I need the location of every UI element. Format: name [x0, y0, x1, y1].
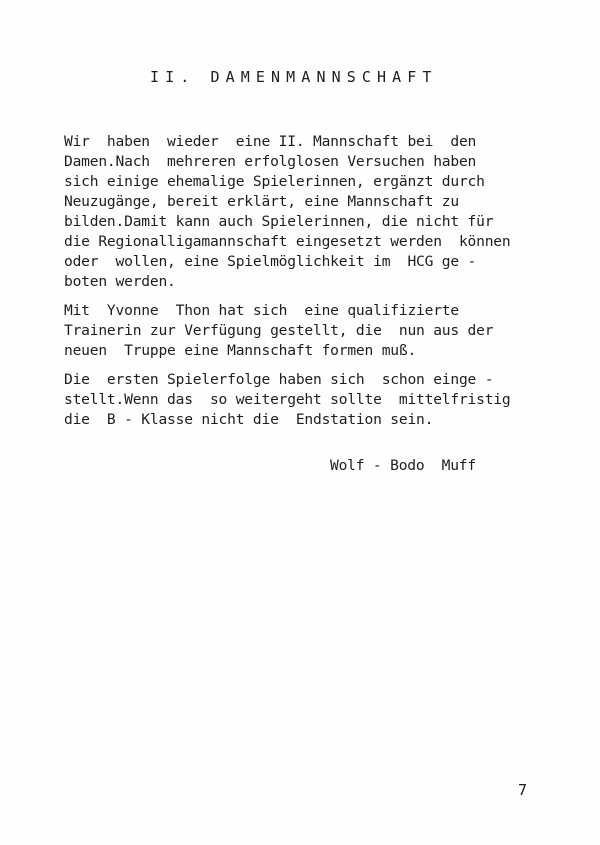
paragraph-2-line-3: neuen Truppe eine Mannschaft formen muß. [64, 342, 417, 359]
author-signature: Wolf - Bodo Muff [330, 457, 476, 474]
paragraph-1-line-7: oder wollen, eine Spielmöglichkeit im HCG ge - [64, 253, 477, 270]
paragraph-2-line-1: Mit Yvonne Thon hat sich eine qualifizierte [64, 302, 459, 319]
paragraph-3-line-2: stellt.Wenn das so weitergeht sollte mittelfristig [64, 391, 511, 408]
paragraph-1-line-3: sich einige ehemalige Spielerinnen, ergänzt durch [64, 173, 485, 190]
paragraph-1-line-1: Wir haben wieder eine II. Mannschaft bei den [64, 133, 477, 150]
page-title: II. DAMENMANNSCHAFT [150, 68, 438, 86]
page-number: 7 [518, 781, 528, 799]
paragraph-1-line-6: die Regionalligamannschaft eingesetzt werden können [64, 233, 511, 250]
paragraph-2-line-2: Trainerin zur Verfügung gestellt, die nun aus der [64, 322, 494, 339]
paragraph-3-line-3: die B - Klasse nicht die Endstation sein. [64, 411, 434, 428]
paragraph-1-line-2: Damen.Nach mehreren erfolglosen Versuchen haben [64, 153, 477, 170]
paragraph-3-line-1: Die ersten Spielerfolge haben sich schon einge - [64, 371, 494, 388]
paragraph-1-line-5: bilden.Damit kann auch Spielerinnen, die nicht für [64, 213, 494, 230]
paragraph-1-line-4: Neuzugänge, bereit erklärt, eine Mannschaft zu [64, 193, 459, 210]
paragraph-1-line-8: boten werden. [64, 273, 176, 290]
